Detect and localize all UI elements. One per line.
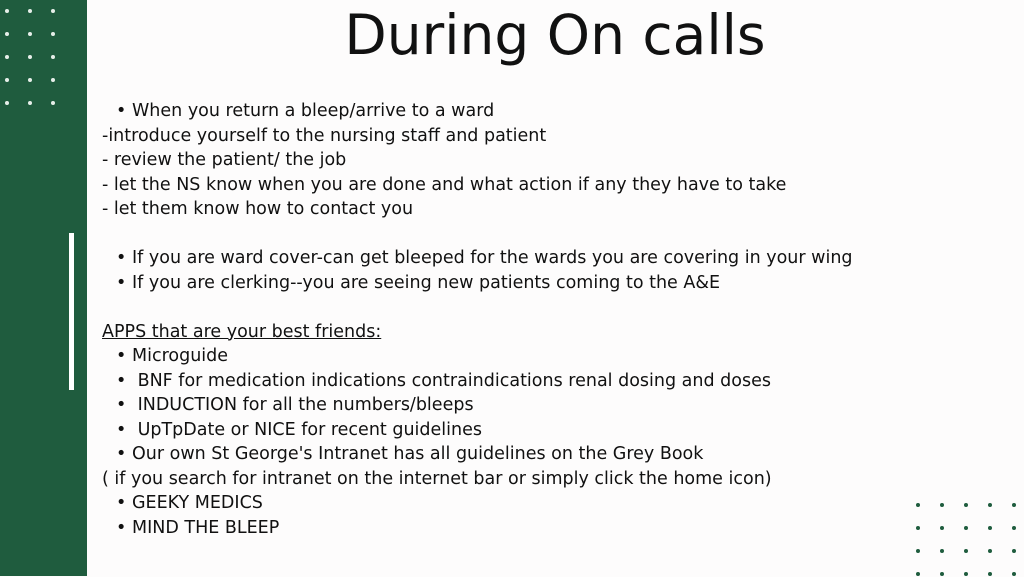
dot	[940, 526, 944, 530]
dot	[964, 549, 968, 553]
accent-bar	[69, 233, 74, 390]
dot	[51, 78, 55, 82]
bullet-item: • Our own St George's Intranet has all guidelines on the Grey Book	[102, 442, 962, 467]
dot	[1012, 526, 1016, 530]
dot	[1012, 572, 1016, 576]
spacer	[102, 295, 962, 320]
dot	[916, 572, 920, 576]
dot	[1012, 503, 1016, 507]
bullet-item: • GEEKY MEDICS	[102, 491, 962, 516]
dot	[988, 549, 992, 553]
dot	[964, 526, 968, 530]
text-line: - let them know how to contact you	[102, 199, 414, 219]
bullet-item: • When you return a bleep/arrive to a ward	[102, 99, 962, 124]
dot	[5, 101, 9, 105]
dot	[28, 78, 32, 82]
text-line: -introduce yourself to the nursing staff and patient	[102, 125, 547, 146]
spacer	[102, 222, 962, 247]
bullet-item: • BNF for medication indications contraindications renal dosing and doses	[102, 369, 962, 394]
dot	[51, 9, 55, 13]
bullet-item: • INDUCTION for all the numbers/bleeps	[102, 393, 962, 418]
dot	[5, 78, 9, 82]
dot	[940, 572, 944, 576]
decorative-dots-top-left	[5, 9, 56, 106]
bullet-item: • If you are ward cover-can get bleeped for the wards you are covering in your wing	[102, 246, 962, 271]
dot	[28, 32, 32, 36]
dot	[940, 503, 944, 507]
text-line: - review the patient/ the job	[102, 150, 347, 170]
text-line: - let the NS know when you are done and what action if any they have to take	[102, 174, 787, 195]
dot	[988, 572, 992, 576]
dot	[916, 503, 920, 507]
bullet-item: • MIND THE BLEEP	[102, 516, 962, 541]
dot	[5, 32, 9, 36]
dot	[28, 55, 32, 59]
decorative-dots-bottom-right	[916, 503, 1017, 577]
dot	[988, 503, 992, 507]
section-heading: APPS that are your best friends:	[102, 321, 382, 342]
bullet-item: • Microguide	[102, 344, 962, 369]
bullet-item: • UpTpDate or NICE for recent guidelines	[102, 418, 962, 443]
bullet-item: • If you are clerking--you are seeing new patients coming to the A&E	[102, 271, 962, 296]
dot	[940, 549, 944, 553]
dot	[51, 101, 55, 105]
dot	[5, 9, 9, 13]
slide-body	[102, 99, 962, 540]
dot	[1012, 549, 1016, 553]
dot	[916, 526, 920, 530]
dot	[988, 526, 992, 530]
dot	[28, 9, 32, 13]
dot	[916, 549, 920, 553]
slide-title: During On calls	[344, 3, 766, 67]
dot	[5, 55, 9, 59]
dot	[28, 101, 32, 105]
dot	[51, 55, 55, 59]
dot	[964, 572, 968, 576]
text-line: ( if you search for intranet on the internet bar or simply click the home icon)	[102, 468, 772, 489]
dot	[51, 32, 55, 36]
dot	[964, 503, 968, 507]
